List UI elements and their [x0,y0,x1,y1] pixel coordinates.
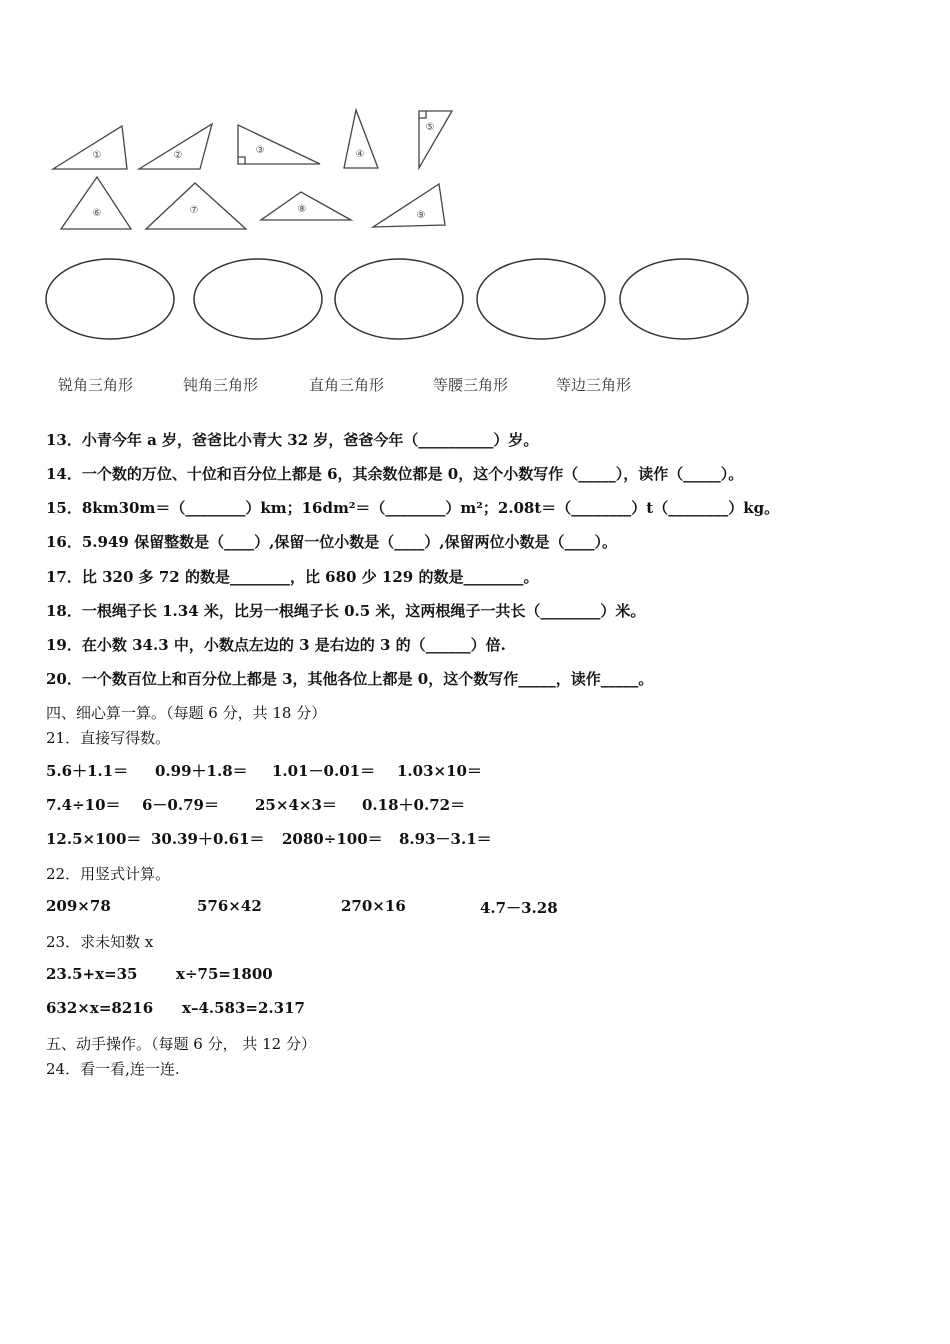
triangles-figure [40,100,470,240]
triangle-2 [139,124,212,169]
triangle-9 [373,184,445,227]
category-ellipses [40,255,760,345]
calc-item: 7.4÷10＝ [46,796,121,814]
question-16: 16．5.949 保留整数是（____）,保留一位小数是（____）,保留两位小数是（____）。 [46,533,618,551]
question-13: 13．小青今年 a 岁，爸爸比小青大 32 岁，爸爸今年（__________）岁。 [46,431,539,449]
triangle-label-6: ⑥ [92,208,102,219]
triangle-label-4: ④ [355,149,365,160]
question-23-title: 23．求未知数 x [46,933,154,951]
calc-item: 1.03×10＝ [397,762,482,780]
category-obtuse: 钝角三角形 [183,376,259,394]
ellipse-obtuse[interactable] [194,259,322,339]
triangle-label-5: ⑤ [425,122,435,133]
vertical-calc-item: 209×78 [46,897,111,915]
vertical-calc-item: 4.7－3.28 [480,899,558,917]
calc-item: 6－0.79＝ [142,796,219,814]
calc-item: 25×4×3＝ [255,796,337,814]
question-22-title: 22．用竖式计算。 [46,865,171,883]
vertical-calc-item: 576×42 [197,897,262,915]
equation-item: 632×x=8216 [46,999,154,1017]
triangle-6 [61,177,131,229]
triangle-label-8: ⑧ [297,204,307,215]
question-15: 15．8km30m＝（________）km；16dm²＝（________）m²；2.08t＝（________）t（________）kg。 [46,499,780,517]
category-acute: 锐角三角形 [58,376,134,394]
category-isosceles: 等腰三角形 [433,376,509,394]
right-angle-mark-3 [238,157,245,164]
vertical-calc-item: 270×16 [341,897,406,915]
category-equilateral: 等边三角形 [556,376,632,394]
calc-item: 0.18＋0.72＝ [362,796,466,814]
section-4-heading: 四、细心算一算。（每题 6 分，共 18 分） [46,704,327,722]
triangle-3 [238,125,320,164]
equation-item: x÷75=1800 [176,965,273,983]
triangle-label-7: ⑦ [189,205,199,216]
calc-item: 12.5×100＝ [46,830,142,848]
calc-item: 30.39＋0.61＝ [151,830,265,848]
question-21-title: 21．直接写得数。 [46,729,171,747]
equation-item: 23.5+x=35 [46,965,138,983]
question-17: 17．比 320 多 72 的数是________，比 680 少 129 的数是________。 [46,568,539,586]
equation-item: x–4.583=2.317 [182,999,305,1017]
calc-item: 2080÷100＝ [282,830,383,848]
ellipse-acute[interactable] [46,259,174,339]
calc-item: 1.01－0.01＝ [272,762,376,780]
triangle-label-9: ⑨ [416,210,426,221]
question-24: 24．看一看,连一连. [46,1060,180,1078]
question-19: 19．在小数 34.3 中，小数点左边的 3 是右边的 3 的（______）倍. [46,636,506,654]
triangle-label-1: ① [92,150,102,161]
ellipse-isosceles[interactable] [477,259,605,339]
calc-item: 5.6＋1.1＝ [46,762,129,780]
calc-item: 0.99＋1.8＝ [155,762,248,780]
right-angle-mark-5 [419,111,426,118]
triangle-label-2: ② [173,150,183,161]
section-5-heading: 五、动手操作。（每题 6 分， 共 12 分） [46,1035,316,1053]
calc-item: 8.93－3.1＝ [399,830,492,848]
triangle-1 [53,126,127,169]
category-right: 直角三角形 [309,376,385,394]
question-20: 20．一个数百位上和百分位上都是 3，其他各位上都是 0，这个数写作_____，读作_____。 [46,670,654,688]
ellipse-right[interactable] [335,259,463,339]
triangle-label-3: ③ [255,145,265,156]
question-14: 14．一个数的万位、十位和百分位上都是 6，其余数位都是 0，这个小数写作（_____），读作（_____）。 [46,465,744,483]
question-18: 18．一根绳子长 1.34 米，比另一根绳子长 0.5 米，这两根绳子一共长（________）米。 [46,602,646,620]
triangle-5 [419,111,452,168]
ellipse-equilateral[interactable] [620,259,748,339]
